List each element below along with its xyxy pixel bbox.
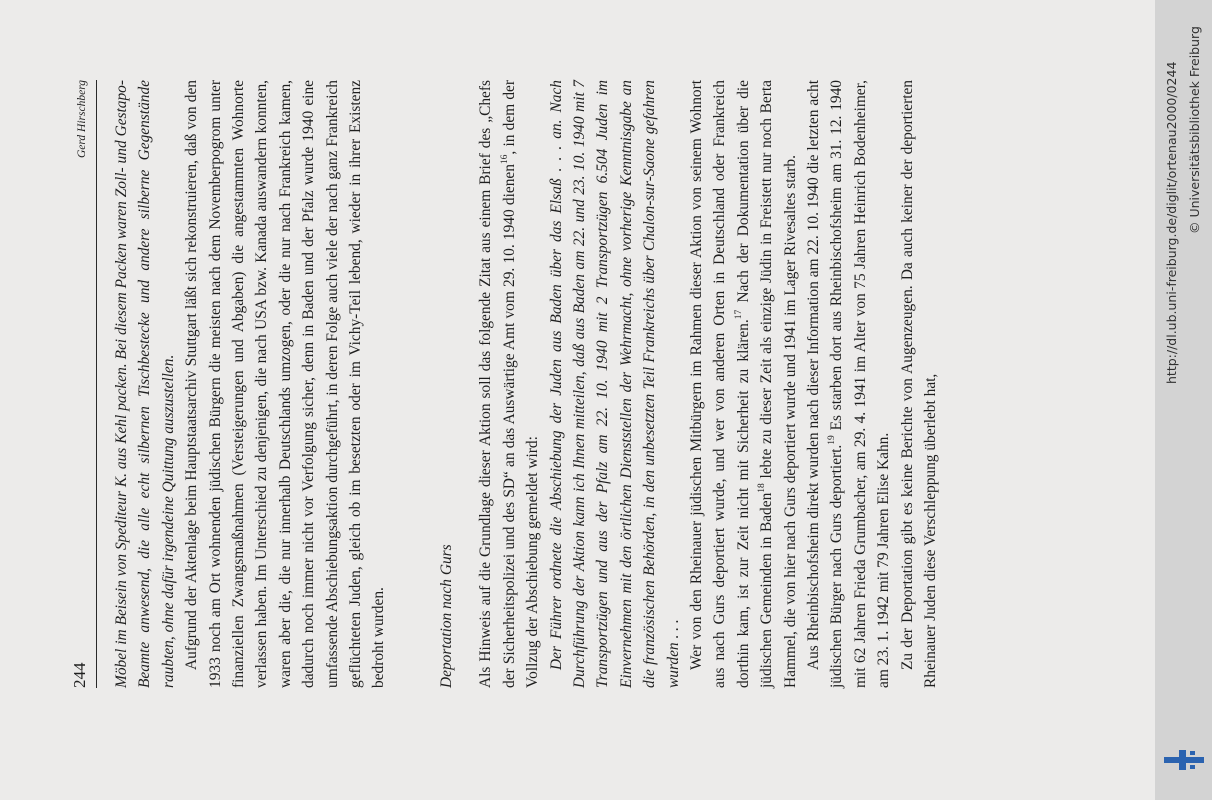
paragraph-witnesses: Zu der Deportation gibt es keine Berichte von Augenzeugen. Da auch keiner der deportierten Rheinauer Juden diese Verschleppung überlebt hat, <box>898 80 939 688</box>
paragraph-archive: Aufgrund der Aktenlage beim Hauptstaatsarchiv Stuttgart läßt sich rekonstruieren, daß von den 1933 noch am Ort wohnenden jüdischen Bürgern die meisten nach dem Novemberpogrom unter finanziellen Zwangsmaßnahmen (Versteigerungen und Abgaben) die angestammten Wohnorte verlassen haben. Im Unterschied zu denjenigen, die nach USA bzw. Kanada auswandern konnten, waren aber die, die nur innerhalb Deutschlands umzogen, oder die nur nach Frankreich kamen, dadurch noch immer nicht vor Verfolgung sicher, denn in Baden und der Pfalz wurde 1940 eine umfassende Abschiebungsaktion durchgeführt, in deren Folge auch viele der nach ganz Frankreich geflüchteten Juden, gleich ob im besetzten oder im Vichy-Teil lebend, wieder in ihrer Existenz bedroht wurden. <box>183 80 388 688</box>
paragraph-rheinbischofsheim: Aus Rheinbischofsheim direkt wurden nach dieser Information am 22. 10. 1940 die letzten acht jüdischen Bürger nach Gurs deportiert.$^{19}$ Es starben dort aus Rheinbischofsheim am 31. 12. 1940 mit 62 Jahren Frieda Grumbacher, am 29. 4. 1941 im Alter von 75 Jahren Heinrich Bodenheimer, am 23. 1. 1942 mit 79 Jahren Elise Kahn. <box>804 80 893 688</box>
section-heading: Deportation nach Gurs <box>437 544 455 688</box>
paragraph-rheinau: Wer von den Rheinauer jüdischen Mitbürgern im Rahmen dieser Aktion von seinem Wohnort aus nach Gurs deportiert wurde, und wer von anderen Orten in Deutschland oder Frankreich dorthin kam, ist zur Zeit nicht mit Sicherheit zu klären.$^{17}$ Nach der Dokumentation über die jüdischen Gemeinden in Baden$^{18}$ lebte zu dieser Zeit als einzige Jüdin in Freistett nur noch Berta Hammel, die von hier nach Gurs deportiert wurde und 1941 im Lager Rivesaltes starb. <box>687 80 799 688</box>
paragraph-basis: Als Hinweis auf die Grundlage dieser Aktion soll das folgende Zitat aus einem Brief des „Chefs der Sicherheitspolizei und des SD“ an das Auswärtige Amt vom 29. 10. 1940 dienen$^{16}$, in dem der Vollzug der Abschiebung gemeldet wird: <box>477 79 542 688</box>
page-number: 244 <box>70 662 89 688</box>
footnote-ref-16: 16 <box>499 154 510 165</box>
page-header <box>66 80 97 688</box>
copyright-notice: © Universitätsbibliothek Freiburg <box>1187 26 1202 234</box>
running-head: Gerd Hirschberg <box>76 80 88 159</box>
permalink-url[interactable]: http://dl.ub.uni-freiburg.de/diglit/ortenau2000/0244 <box>1164 61 1179 384</box>
footnote-ref-17: 17 <box>733 309 744 320</box>
ub-freiburg-logo-icon <box>1164 748 1204 772</box>
footnote-ref-19: 19 <box>827 435 838 445</box>
footnote-ref-18: 18 <box>757 483 768 493</box>
block-quote: Der Führer ordnete die Abschiebung der Juden aus Baden über das Elsaß . . . an. Nach Durchführung der Aktion kann ich Ihnen mitteilen, daß aus Baden am 22. und 23. 10. 1940 mit 7 Transportzügen und aus der Pfalz am 22. 10. 1940 mit 2 Transportzügen 6.504 Juden im Einvernehmen mit den örtlichen Dienststellen der Wehrmacht, ohne vorherige Kenntnisgabe an die französischen Behörden, in den unbesetzten Teil Frankreichs über Chalon-sur-Saone gefahren wurden . . . <box>547 80 682 688</box>
body-text <box>110 80 942 688</box>
paragraph-intro-quote: Möbel im Beisein von Spediteur K. aus Kehl packen. Bei diesem Packen waren Zoll- und Gestapo-Beamte anwesend, die alle echt silbernen Tischbestecke und andere silberne Gegenstände raubten, ohne dafür irgendeine Quittung auszustellen. <box>113 80 177 688</box>
